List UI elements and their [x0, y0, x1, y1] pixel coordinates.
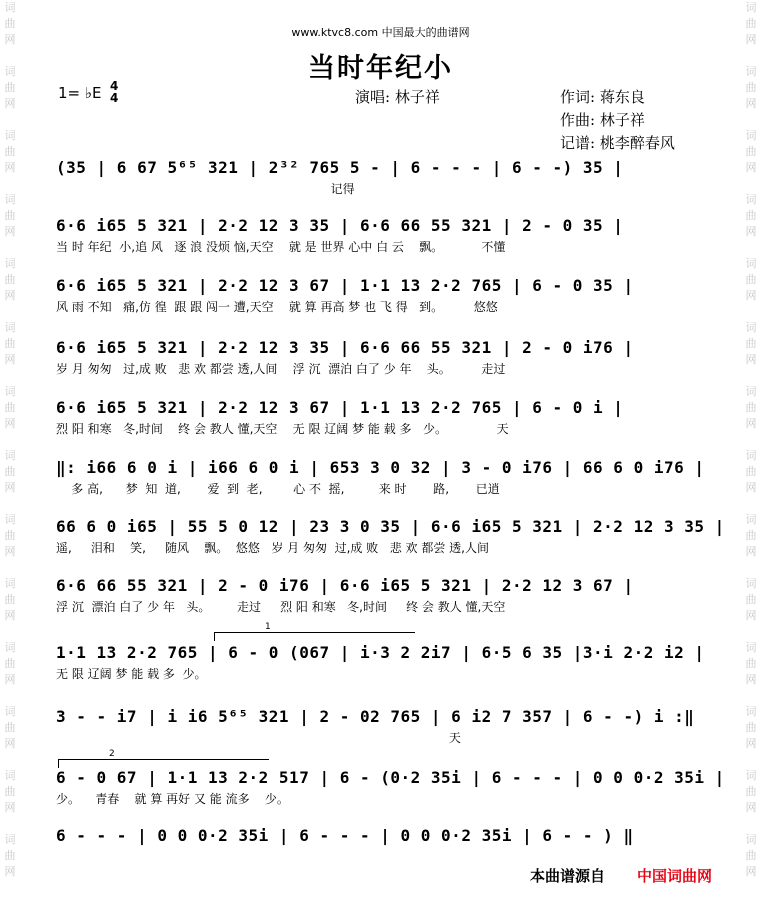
- score-row: [56, 641, 706, 683]
- score-row: [56, 214, 706, 256]
- notation-line: (35 | 6 67 5⁶⁵ 321 | 2³² 765 5 - | 6 - - - | 6 - -) 35 |: [56, 158, 624, 177]
- lyric-line: 遥, 泪和 笑, 随风 飘。 悠悠 岁 月 匆匆 过,成 败 悲 欢 都尝 透,人间: [56, 541, 489, 555]
- score-row: [56, 574, 706, 616]
- lyric-line: 当 时 年纪 小,追 风 逐 浪 没烦 恼,天空 就 是 世界 心中 白 云 飘。 不懂: [56, 240, 506, 254]
- notation-line: 6·6 i65 5 321 | 2·2 12 3 35 | 6·6 66 55 321 | 2 - 0 35 |: [56, 216, 624, 235]
- score-row: [56, 336, 706, 378]
- score-row: [56, 456, 706, 498]
- lyric-line: 天: [56, 731, 461, 745]
- lyric-line: 烈 阳 和寒 冬,时间 终 会 教人 懂,天空 无 限 辽阔 梦 能 载 多 少。 天: [56, 422, 509, 436]
- notation-line: 6·6 i65 5 321 | 2·2 12 3 67 | 1·1 13 2·2 765 | 6 - 0 35 |: [56, 276, 634, 295]
- watermark-left: 词 曲 网 词 曲 网 词 曲 网 词 曲 网 词 曲 网 词 曲 网 词 曲 网 词 曲 网 词 曲 网 词 曲 网 词 曲 网 词 曲 网 词 曲 网 词 曲 网: [4, 1, 16, 878]
- site-url: www.ktvc8.com 中国最大的曲谱网: [291, 26, 470, 39]
- lyric-line: 无 限 辽阔 梦 能 载 多 少。: [56, 667, 207, 681]
- time-bottom: 4: [110, 91, 119, 105]
- notation-line: 3 - - i7 | i i6 5⁶⁵ 321 | 2 - 02 765 | 6 i2 7 357 | 6 - -) i :‖: [56, 707, 695, 726]
- lyric-line: 少。 青春 就 算 再好 又 能 流多 少。: [56, 792, 289, 806]
- lyric-line: [56, 848, 706, 866]
- score-row: [56, 274, 706, 316]
- song-title: 当时年纪小: [308, 53, 453, 84]
- transcriber: 记谱: 桃李醉春风: [560, 134, 675, 152]
- time-top: 4: [110, 79, 119, 93]
- footer-source: 本曲谱源自: [530, 867, 606, 885]
- score-row: [56, 156, 706, 198]
- watermark-right: 词 曲 网 词 曲 网 词 曲 网 词 曲 网 词 曲 网 词 曲 网 词 曲 网 词 曲 网 词 曲 网 词 曲 网 词 曲 网 词 曲 网 词 曲 网 词 曲 网: [745, 1, 757, 878]
- footer-site-link[interactable]: 中国词曲网: [637, 867, 713, 885]
- lyric-line: 风 雨 不知 痛,仿 徨 跟 跟 闯一 遭,天空 就 算 再高 梦 也 飞 得 到。 悠悠: [56, 300, 498, 314]
- time-signature: [110, 80, 118, 104]
- score-row: [56, 396, 706, 438]
- lyric-line: 记得: [56, 182, 355, 196]
- notation-line: 6 - 0 67 | 1·1 13 2·2 517 | 6 - (0·2 35i | 6 - - - | 0 0 0·2 35i |: [56, 768, 725, 787]
- composer: 作曲: 林子祥: [560, 111, 645, 129]
- lyric-line: 岁 月 匆匆 过,成 败 悲 欢 都尝 透,人间 浮 沉 漂泊 白了 少 年 头。 走过: [56, 362, 506, 376]
- lyric-line: 多 高, 梦 知 道, 爱 到 老, 心 不 摇, 来 时 路, 已逍: [56, 482, 500, 496]
- notation-line: 6·6 i65 5 321 | 2·2 12 3 67 | 1·1 13 2·2 765 | 6 - 0 i |: [56, 398, 624, 417]
- score-row: [56, 515, 725, 557]
- volta-first: 1: [214, 632, 415, 641]
- volta-second: 2: [58, 759, 269, 768]
- score-row: [56, 705, 706, 747]
- score-row: [56, 824, 706, 866]
- lyricist: 作词: 蒋东良: [560, 88, 645, 106]
- key-signature: 1= ♭E: [58, 84, 102, 102]
- notation-line: 6·6 i65 5 321 | 2·2 12 3 35 | 6·6 66 55 321 | 2 - 0 i76 |: [56, 338, 634, 357]
- singer: 演唱: 林子祥: [355, 88, 440, 106]
- notation-line: 1·1 13 2·2 765 | 6 - 0 (067 | i·3 2 2i7 | 6·5 6 35 |3·i 2·2 i2 |: [56, 643, 705, 662]
- notation-line: ‖: i66 6 0 i | i66 6 0 i | 653 3 0 32 | 3 - 0 i76 | 66 6 0 i76 |: [56, 458, 705, 477]
- notation-line: 66 6 0 i65 | 55 5 0 12 | 23 3 0 35 | 6·6 i65 5 321 | 2·2 12 3 35 |: [56, 517, 725, 536]
- notation-line: 6·6 66 55 321 | 2 - 0 i76 | 6·6 i65 5 321 | 2·2 12 3 67 |: [56, 576, 634, 595]
- score-row: [56, 766, 725, 808]
- notation-line: 6 - - - | 0 0 0·2 35i | 6 - - - | 0 0 0·2 35i | 6 - - ) ‖: [56, 826, 634, 845]
- lyric-line: 浮 沉 漂泊 白了 少 年 头。 走过 烈 阳 和寒 冬,时间 终 会 教人 懂,天空: [56, 600, 506, 614]
